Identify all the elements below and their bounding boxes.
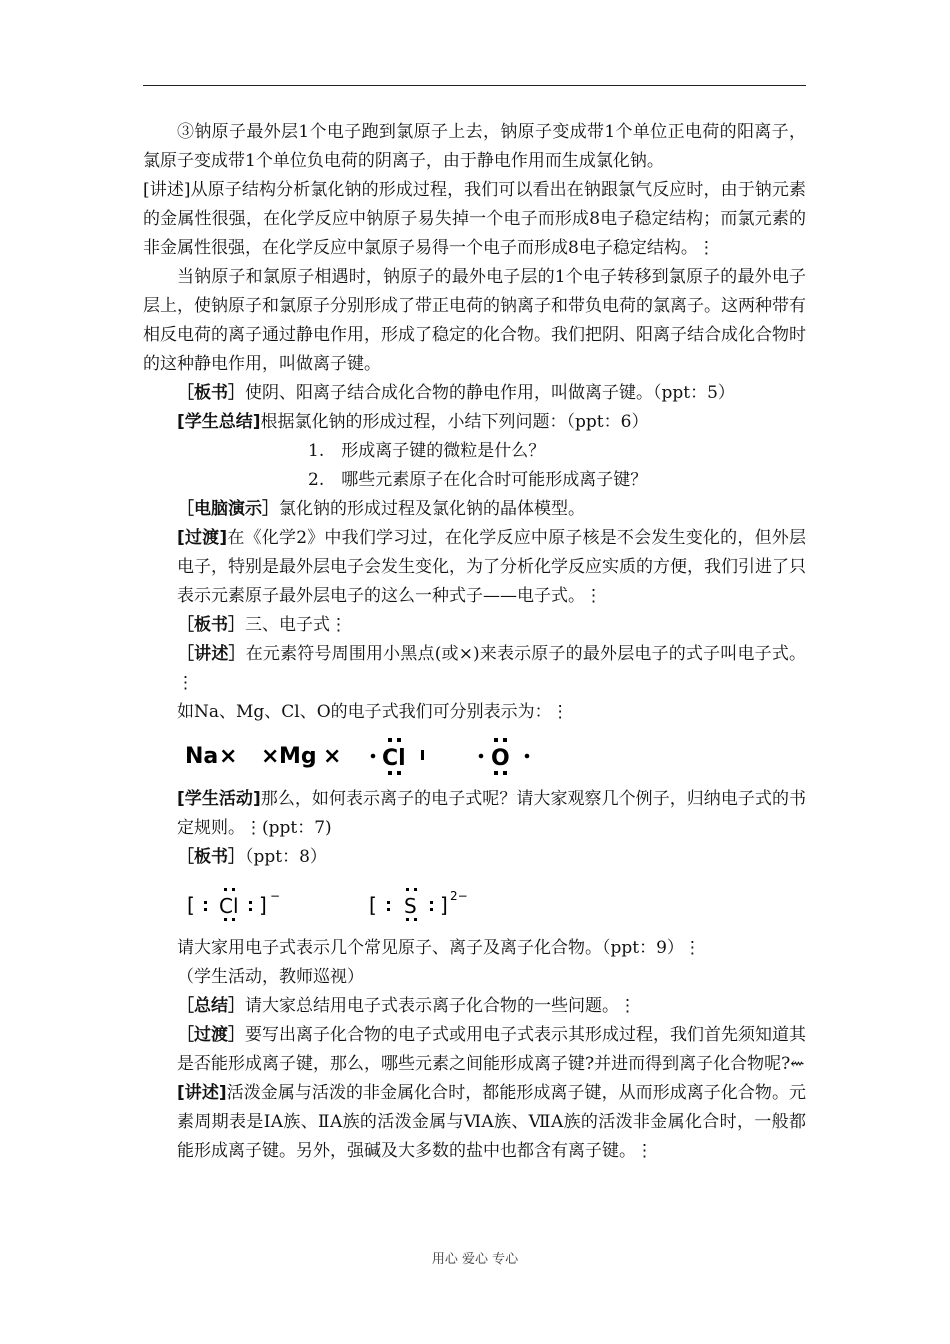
paragraph-11: [学生活动]那么，如何表示离子的电子式呢？请大家观察几个例子，归纳电子式的书定规则。⋮(ppt：7) xyxy=(177,789,807,838)
electron-dot xyxy=(249,908,252,911)
tag-student-activity: [学生活动] xyxy=(177,789,261,809)
electron-dot xyxy=(406,918,409,921)
electron-dot-atoms-figure xyxy=(183,727,806,785)
electron-dot xyxy=(503,771,507,775)
electron-dot xyxy=(232,918,235,921)
tag-demo: ［电脑演示］ xyxy=(177,499,279,519)
cross-mark: × xyxy=(219,744,238,769)
cl-ion-symbol: Cl xyxy=(219,894,239,918)
paragraph-4: ［板书］使阴、阳离子结合成化合物的静电作用，叫做离子键。（ppt：5） xyxy=(177,383,735,403)
electron-dot xyxy=(371,754,376,759)
paragraph-14: （学生活动，教师巡视） xyxy=(177,967,364,987)
electron-dot xyxy=(388,771,392,775)
s-ion-charge: 2− xyxy=(450,889,468,903)
tag-board: ［板书］ xyxy=(177,615,245,635)
right-bracket: ] xyxy=(440,893,448,917)
paragraph-10: 如Na、Mg、Cl、O的电子式我们可分别表示为：⋮ xyxy=(177,702,569,722)
electron-dot xyxy=(387,901,390,904)
electron-dot-ions-figure xyxy=(187,872,806,934)
electron-dot xyxy=(414,918,417,921)
cross-mark: × xyxy=(261,744,280,769)
left-bracket: [ xyxy=(369,893,377,917)
cross-mark: × xyxy=(323,744,342,769)
s-ion-symbol: S xyxy=(404,894,417,918)
electron-dot xyxy=(494,738,498,742)
electron-dot xyxy=(525,754,530,759)
paragraph-3: 当钠原子和氯原子相遇时，钠原子的最外电子层的1个电子转移到氯原子的最外电子层上，使钠原子和氯原子分别形成了带正电荷的钠离子和带负电荷的氯离子。这两种带有相反电荷的离子通过静电作用，形成了稳定的化合物。我们把阴、阳离子结合成化合物时的这种静电作用，叫做离子键。 xyxy=(143,267,806,374)
cl-ion-charge: − xyxy=(270,889,281,903)
o-symbol: O xyxy=(491,746,510,771)
tag-lecture: [讲述] xyxy=(177,1083,227,1103)
electron-dot xyxy=(430,901,433,904)
electron-dot xyxy=(224,918,227,921)
tag-transition: ［过渡］ xyxy=(177,1025,245,1045)
paragraph-5: [学生总结]根据氯化钠的形成过程，小结下列问题：（ppt：6） xyxy=(177,412,649,432)
paragraph-6: ［电脑演示］氯化钠的形成过程及氯化钠的晶体模型。 xyxy=(177,499,585,519)
electron-dot xyxy=(249,901,252,904)
header-rule xyxy=(143,85,806,86)
paragraph-16: ［过渡］要写出离子化合物的电子式或用电子式表示其形成过程，我们首先须知道其是否能形成离子键，那么，哪些元素之间能形成离子键?并进而得到离子化合物呢?⇜ xyxy=(177,1025,806,1074)
electron-dot xyxy=(503,738,507,742)
tag-summary: ［总结］ xyxy=(177,996,245,1016)
electron-dot xyxy=(388,738,392,742)
electron-dot xyxy=(414,888,417,891)
electron-dot xyxy=(204,901,207,904)
electron-dot xyxy=(421,750,424,760)
right-bracket: ] xyxy=(259,893,267,917)
page-footer: 用心 爱心 专心 xyxy=(431,1252,519,1267)
electron-dot xyxy=(232,888,235,891)
paragraph-17: [讲述]活泼金属与活泼的非金属化合时，都能形成离子键，从而形成离子化合物。元素周期表是ⅠA族、ⅡA族的活泼金属与ⅥA族、ⅦA族的活泼非金属化合时，一般都能形成离子键。另外，强碱及大多数的盐中也都含有离子键。⋮ xyxy=(177,1083,807,1161)
paragraph-2: [讲述]从原子结构分析氯化钠的形成过程，我们可以看出在钠跟氯气反应时，由于钠元素的金属性很强，在化学反应中钠原子易失掉一个电子而形成8电子稳定结构；而氯元素的非金属性很强，在化学反应中氯原子易得一个电子而形成8电子稳定结构。⋮ xyxy=(143,180,806,258)
cl-symbol: Cl xyxy=(382,746,406,771)
tag-board: ［板书］ xyxy=(177,383,245,403)
paragraph-12: ［板书］（ppt：8） xyxy=(177,847,327,867)
paragraph-15: ［总结］请大家总结用电子式表示离子化合物的一些问题。⋮ xyxy=(177,996,636,1016)
electron-dot xyxy=(224,888,227,891)
electron-dot xyxy=(406,888,409,891)
question-1: 1. 形成离子键的微粒是什么？ xyxy=(308,441,546,461)
na-symbol: Na xyxy=(185,744,219,769)
paragraph-8: ［板书］三、电子式⋮ xyxy=(177,615,347,635)
tag-lecture: ［讲述］ xyxy=(177,644,246,664)
question-2: 2. 哪些元素原子在化合时可能形成离子键？ xyxy=(308,470,648,490)
electron-dot xyxy=(430,908,433,911)
electron-dot xyxy=(479,754,484,759)
paragraph-7: [过渡]在《化学2》中我们学习过，在化学反应中原子核是不会发生变化的，但外层电子，特别是最外层电子会发生变化，为了分析化学反应实质的方便，我们引进了只表示元素原子最外层电子的这么一种式子——电子式。⋮ xyxy=(177,528,806,606)
paragraph-1: ③钠原子最外层1个电子跑到氯原子上去，钠原子变成带1个单位正电荷的阳离子，氯原子变成带1个单位负电荷的阴离子，由于静电作用而生成氯化钠。 xyxy=(143,122,806,171)
tag-board: ［板书］ xyxy=(177,847,245,867)
electron-dot xyxy=(204,908,207,911)
mg-symbol: Mg xyxy=(279,744,317,769)
paragraph-13: 请大家用电子式表示几个常见原子、离子及离子化合物。（ppt：9）⋮ xyxy=(177,938,701,958)
electron-dot xyxy=(397,738,401,742)
electron-dot xyxy=(387,908,390,911)
electron-dot xyxy=(494,771,498,775)
paragraph-9: ［讲述］在元素符号周围用小黑点(或×)来表示原子的最外层电子的式子叫电子式。⋮ xyxy=(177,644,807,693)
left-bracket: [ xyxy=(187,893,195,917)
electron-dot xyxy=(397,771,401,775)
document-body xyxy=(143,118,806,1166)
tag-transition: [过渡] xyxy=(177,528,228,548)
tag-student-summary: [学生总结] xyxy=(177,412,261,432)
